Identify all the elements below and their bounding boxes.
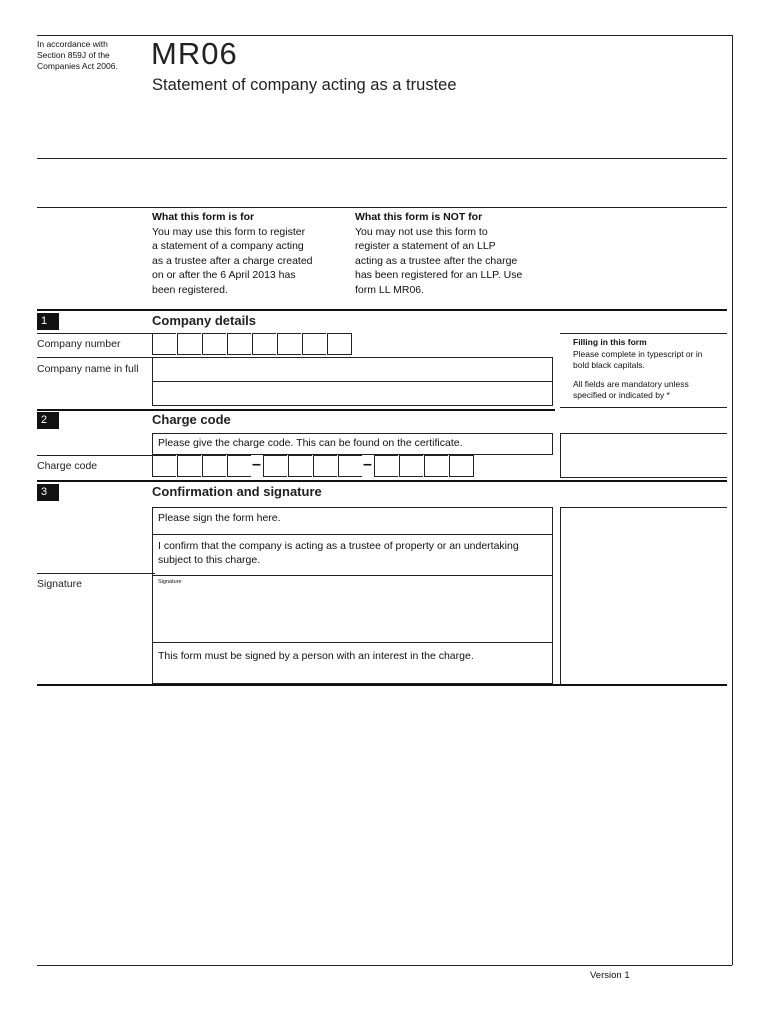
section-rule	[37, 309, 727, 311]
char-box-end	[351, 333, 352, 355]
divider	[37, 158, 727, 159]
label-rule	[37, 573, 155, 574]
signature-panel	[152, 507, 553, 684]
accordance-note	[37, 39, 137, 72]
confirm-statement	[153, 534, 552, 575]
not-for-line: register a statement of an LLP	[355, 240, 496, 252]
char-box[interactable]	[449, 455, 473, 477]
char-box[interactable]	[424, 455, 448, 477]
signature-label: Signature	[37, 578, 82, 590]
for-heading: What this form is for	[152, 211, 255, 223]
company-name-label: Company name in full	[37, 363, 139, 375]
not-for-line: You may not use this form to	[355, 225, 488, 238]
char-box[interactable]	[202, 333, 226, 355]
section-end-rule	[37, 684, 727, 686]
sidebar-text: bold black capitals.	[573, 360, 645, 370]
what-form-is-not-for	[355, 210, 555, 297]
company-name-field-line2[interactable]	[152, 381, 553, 406]
company-number-label: Company number	[37, 338, 121, 350]
accordance-line: Companies Act 2006.	[37, 61, 118, 71]
form-code: MR06	[151, 36, 238, 71]
version-label: Version 1	[590, 970, 630, 981]
sidebar-box-charge	[560, 433, 727, 478]
not-for-line: has been registered for an LLP. Use	[355, 269, 523, 281]
charge-code-dash: –	[252, 456, 261, 473]
sidebar-rule	[560, 407, 727, 408]
char-box[interactable]	[177, 455, 201, 477]
for-line: You may use this form to register	[152, 225, 306, 238]
char-box[interactable]	[338, 455, 362, 477]
char-box[interactable]	[227, 455, 251, 477]
char-box[interactable]	[277, 333, 301, 355]
char-box[interactable]	[263, 455, 287, 477]
sidebar-box-signature	[560, 507, 727, 684]
confirm-line: subject to this charge.	[158, 554, 261, 566]
not-for-heading: What this form is NOT for	[355, 211, 483, 223]
for-line: as a trustee after a charge created	[152, 254, 313, 267]
charge-code-dash: –	[363, 456, 372, 473]
confirm-line: I confirm that the company is acting as a trustee of property or an undertaking	[158, 540, 519, 552]
char-box[interactable]	[152, 455, 176, 477]
form-title: Statement of company acting as a trustee	[152, 76, 457, 94]
section-number-2: 2	[37, 412, 59, 429]
char-box[interactable]	[177, 333, 201, 355]
char-box[interactable]	[399, 455, 423, 477]
sidebar-text: All fields are mandatory unless	[573, 378, 689, 389]
charge-code-instruction-text: Please give the charge code. This can be found on the certificate.	[158, 437, 463, 449]
accordance-line: Section 859J of the	[37, 50, 110, 60]
right-rule	[732, 35, 733, 965]
char-box[interactable]	[252, 333, 276, 355]
label-rule	[37, 333, 155, 334]
for-line: been registered.	[152, 283, 228, 296]
bottom-rule	[37, 965, 732, 966]
section-rule	[37, 409, 555, 411]
charge-code-instruction	[152, 433, 553, 455]
section-title-company-details: Company details	[152, 313, 257, 328]
sidebar-text: specified or indicated by *	[573, 390, 670, 400]
section-rule	[37, 480, 727, 482]
sidebar-heading: Filling in this form	[573, 337, 647, 347]
top-rule	[37, 35, 732, 36]
company-name-field-line1[interactable]	[152, 357, 553, 382]
sidebar-rule	[560, 333, 727, 334]
section-number-1: 1	[37, 313, 59, 330]
not-for-line: form LL MR06.	[355, 283, 425, 296]
char-box[interactable]	[327, 333, 351, 355]
section-title-charge-code: Charge code	[152, 412, 231, 427]
what-form-is-for	[152, 210, 342, 297]
for-line: a statement of a company acting	[152, 240, 304, 252]
charge-code-label: Charge code	[37, 460, 98, 472]
accordance-line: In accordance with	[37, 39, 108, 49]
not-for-line: acting as a trustee after the charge	[355, 254, 518, 267]
sidebar-text: Please complete in typescript or in	[573, 348, 703, 359]
signature-footnote: This form must be signed by a person with an interest in the charge.	[153, 642, 552, 669]
section-title-confirmation: Confirmation and signature	[152, 484, 322, 499]
section-number-3: 3	[37, 484, 59, 501]
divider	[37, 207, 727, 208]
char-box-end	[473, 455, 474, 477]
char-box[interactable]	[313, 455, 337, 477]
label-rule	[37, 455, 155, 456]
signature-box-caption: Signature	[158, 579, 182, 585]
for-line: on or after the 6 April 2013 has	[152, 269, 296, 281]
label-rule	[37, 357, 155, 358]
char-box[interactable]	[374, 455, 398, 477]
signature-box[interactable]	[153, 575, 552, 642]
char-box[interactable]	[288, 455, 312, 477]
filling-in-this-form	[573, 337, 728, 402]
char-box[interactable]	[227, 333, 251, 355]
char-box[interactable]	[202, 455, 226, 477]
sign-instruction: Please sign the form here.	[158, 512, 281, 524]
char-box[interactable]	[302, 333, 326, 355]
char-box[interactable]	[152, 333, 176, 355]
